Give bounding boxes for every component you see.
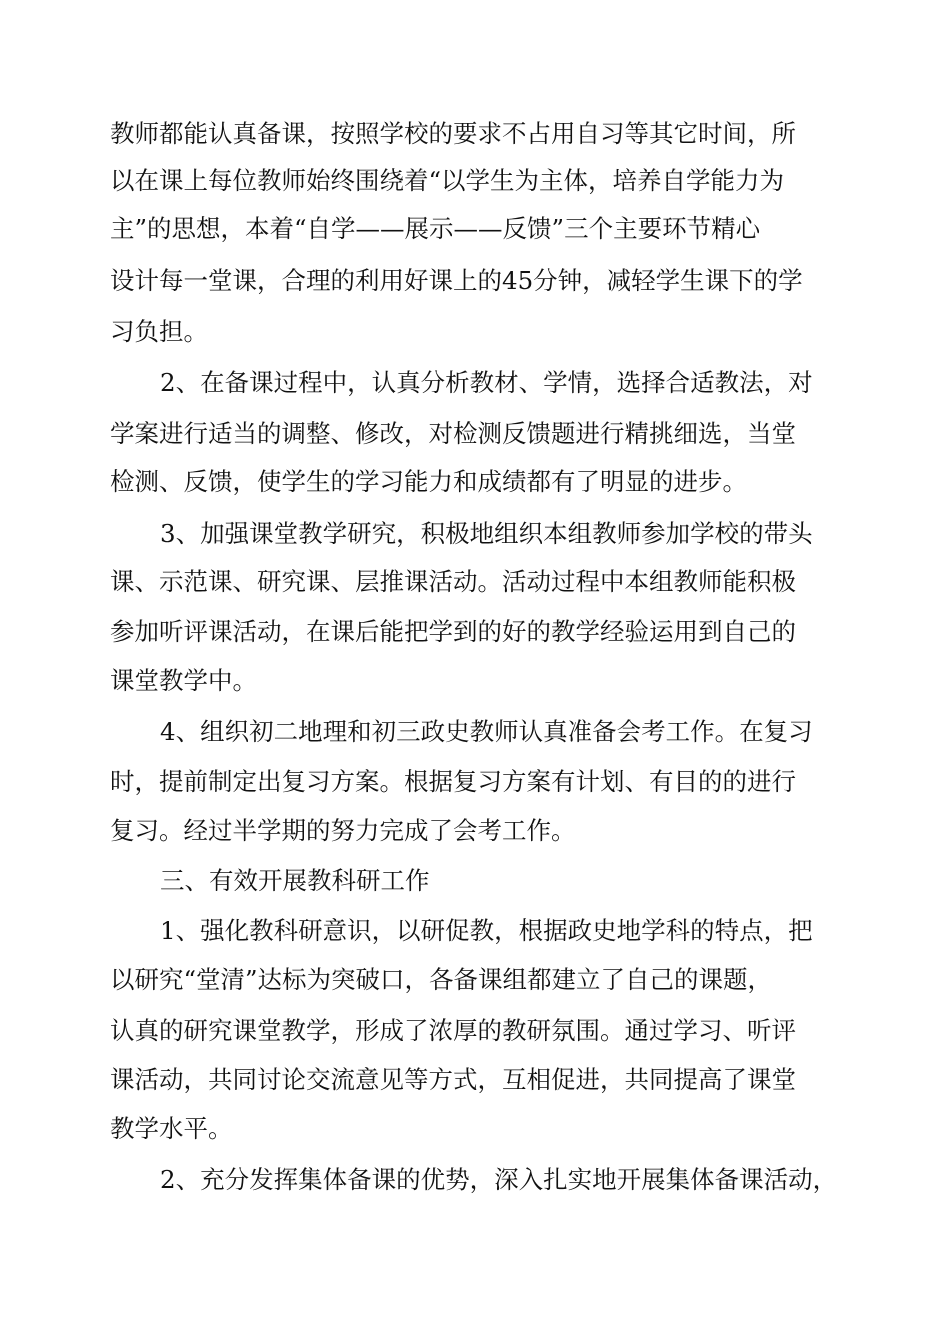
text-line: 教学水平。 (110, 1114, 233, 1143)
text-line: 主”的思想，本着“自学——展示——反馈”三个主要环节精心 (110, 214, 761, 243)
text-line: 教师都能认真备课，按照学校的要求不占用自习等其它时间，所 (110, 119, 796, 148)
text-line: 学案进行适当的调整、修改，对检测反馈题进行精挑细选，当堂 (110, 419, 796, 448)
text-line: 3、加强课堂教学研究，积极地组织本组教师参加学校的带头 (160, 519, 813, 548)
section-heading: 三、有效开展教科研工作 (160, 866, 430, 895)
text-line: 复习。经过半学期的努力完成了会考工作。 (110, 816, 576, 845)
text-line: 以在课上每位教师始终围绕着“以学生为主体，培养自学能力为 (110, 166, 785, 195)
text-line: 课活动，共同讨论交流意见等方式，互相促进，共同提高了课堂 (110, 1065, 796, 1094)
text-line: 1、强化教科研意识，以研促教，根据政史地学科的特点，把 (160, 916, 813, 945)
text-line: 习负担。 (110, 317, 208, 346)
text-line: 时，提前制定出复习方案。根据复习方案有计划、有目的的进行 (110, 767, 796, 796)
text-line: 检测、反馈，使学生的学习能力和成绩都有了明显的进步。 (110, 467, 747, 496)
text-line: 认真的研究课堂教学，形成了浓厚的教研氛围。通过学习、听评 (110, 1016, 796, 1045)
text-line: 4、组织初二地理和初三政史教师认真准备会考工作。在复习 (160, 717, 813, 746)
text-line: 2、充分发挥集体备课的优势，深入扎实地开展集体备课活动， (160, 1165, 838, 1194)
text-line: 课、示范课、研究课、层推课活动。活动过程中本组教师能积极 (110, 567, 796, 596)
text-line: 课堂教学中。 (110, 666, 257, 695)
text-line: 设计每一堂课，合理的利用好课上的45分钟，减轻学生课下的学 (110, 266, 803, 295)
text-line: 以研究“堂清”达标为突破口，各备课组都建立了自己的课题， (110, 965, 773, 994)
text-line: 参加听评课活动，在课后能把学到的好的教学经验运用到自己的 (110, 617, 796, 646)
text-line: 2、在备课过程中，认真分析教材、学情，选择合适教法，对 (160, 368, 813, 397)
